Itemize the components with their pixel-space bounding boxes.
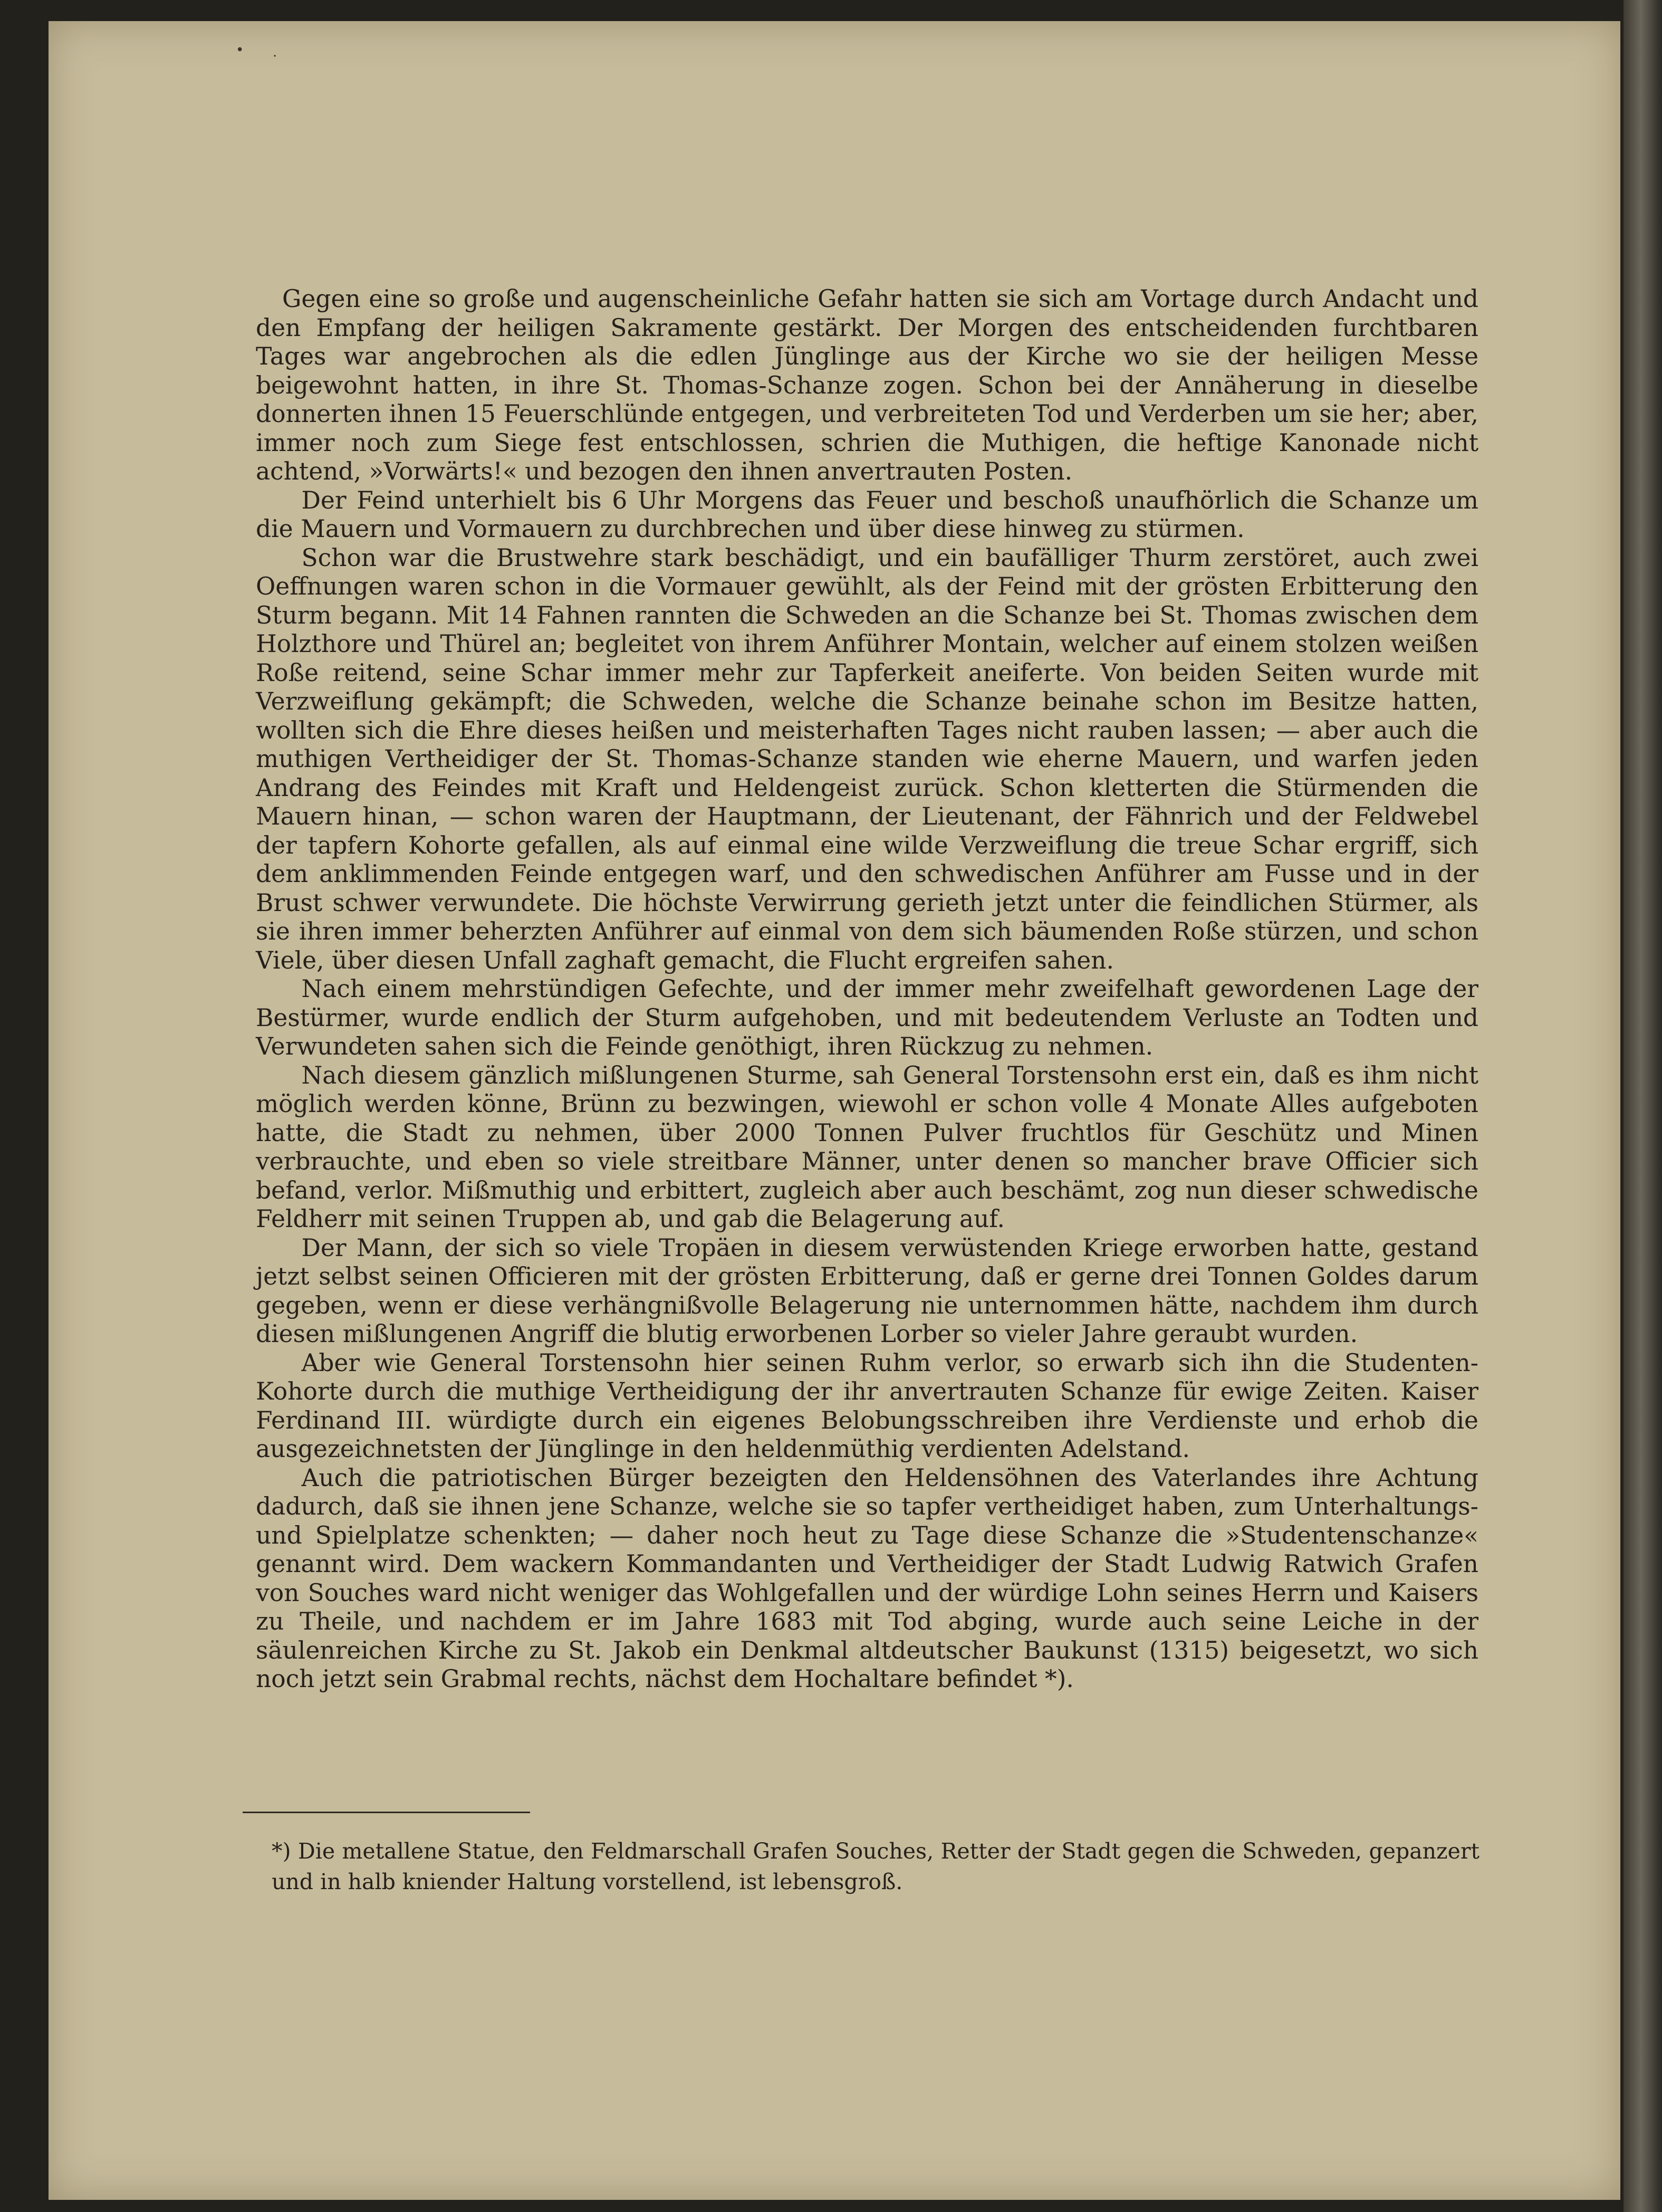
paragraph: Nach diesem gänzlich mißlungenen Sturme, sah General Torstensohn erst ein, daß es ihm nicht möglich werden könne, Brünn zu bezwingen, wiewohl er schon volle 4 Monate Alles aufgeboten hatte, die Stadt zu nehmen, über 2000 Tonnen Pulver fruchtlos für Geschütz und Minen verbrauchte, und eben so viele streitbare Männer, unter denen so mancher brave Officier sich befand, verlor. Mißmuthig und erbittert, zugleich aber auch beschämt, zog nun dieser schwedische Feldherr mit seinen Truppen ab, und gab die Belagerung auf. — [256, 1061, 1478, 1233]
main-text — [256, 285, 1478, 1794]
book-spine — [1623, 0, 1662, 2212]
corner-mark-icon: · — [273, 49, 277, 64]
paragraph: Aber wie General Torstensohn hier seinen Ruhm verlor, so erwarb sich ihn die Studenten-Kohorte durch die muthige Vertheidigung der ihr anvertrauten Schanze für ewige Zeiten. Kaiser Ferdinand III. würdigte durch ein eigenes Belobungsschreiben ihre Verdienste und erhob die ausgezeichnetsten der Jünglinge in den heldenmüthig verdienten Adelstand. — [256, 1348, 1478, 1463]
paragraph: Der Feind unterhielt bis 6 Uhr Morgens das Feuer und beschoß unaufhörlich die Schanze um die Mauern und Vormauern zu durchbrechen und über diese hinweg zu stürmen. — [256, 486, 1478, 543]
paragraph: Gegen eine so große und augenscheinliche Gefahr hatten sie sich am Vortage durch Andacht und den Empfang der heiligen Sakramente gestärkt. Der Morgen des entscheidenden furchtbaren Tages war angebrochen als die edlen Jünglinge aus der Kirche wo sie der heiligen Messe beigewohnt hatten, in ihre St. Thomas-Schanze zogen. Schon bei der Annäherung in dieselbe donnerten ihnen 15 Feuerschlünde entgegen, und verbreiteten Tod und Verderben um sie her; aber, immer noch zum Siege fest entschlossen, schrien die Muthigen, die heftige Kanonade nicht achtend, »Vorwärts!« und bezogen den ihnen anvertrauten Posten. — [256, 285, 1478, 485]
corner-mark-icon: • — [236, 42, 244, 58]
paragraph: Der Mann, der sich so viele Tropäen in diesem verwüstenden Kriege erworben hatte, gestand jetzt selbst seinen Officieren mit der grösten Erbitterung, daß er gerne drei Tonnen Goldes darum gegeben, wenn er diese verhängnißvolle Belagerung nie unternommen hätte, nachdem ihm durch diesen mißlungenen Angriff die blutig erworbenen Lorber so vieler Jahre geraubt wurden. — [256, 1233, 1478, 1348]
paragraph: Auch die patriotischen Bürger bezeigten den Heldensöhnen des Vaterlandes ihre Achtung dadurch, daß sie ihnen jene Schanze, welche sie so tapfer vertheidiget haben, zum Unterhaltungs- und Spielplatze schenkten; — daher noch heut zu Tage diese Schanze die »Studentenschanze« genannt wird. Dem wackern Kommandanten und Vertheidiger der Stadt Ludwig Ratwich Grafen von Souches ward nicht weniger das Wohlgefallen und der würdige Lohn seines Herrn und Kaisers zu Theile, und nachdem er im Jahre 1683 mit Tod abging, wurde auch seine Leiche in der säulenreichen Kirche zu St. Jakob ein Denkmal altdeutscher Baukunst (1315) beigesetzt, wo sich noch jetzt sein Grabmal rechts, nächst dem Hochaltare befindet *). — [256, 1463, 1478, 1693]
footnote-divider — [243, 1812, 530, 1813]
footnote: *) Die metallene Statue, den Feldmarschall Grafen Souches, Retter der Stadt gegen die Schweden, gepanzert und in halb kniender Haltung vorstellend, ist lebensgroß. — [272, 1838, 1480, 1894]
paragraph: Schon war die Brustwehre stark beschädigt, und ein baufälliger Thurm zerstöret, auch zwei Oeffnungen waren schon in die Vormauer gewühlt, als der Feind mit der grösten Erbitterung den Sturm begann. Mit 14 Fahnen rannten die Schweden an die Schanze bei St. Thomas zwischen dem Holzthore und Thürel an; begleitet von ihrem Anführer Montain, welcher auf einem stolzen weißen Roße reitend, seine Schar immer mehr zur Tapferkeit aneiferte. Von beiden Seiten wurde mit Verzweiflung gekämpft; die Schweden, welche die Schanze beinahe schon im Besitze hatten, wollten sich die Ehre dieses heißen und meisterhaften Tages nicht rauben lassen; — aber auch die muthigen Vertheidiger der St. Thomas-Schanze standen wie eherne Mauern, und warfen jeden Andrang des Feindes mit Kraft und Heldengeist zurück. Schon kletterten die Stürmenden die Mauern hinan, — schon waren der Hauptmann, der Lieutenant, der Fähnrich und der Feldwebel der tapfern Kohorte gefallen, als auf einmal eine wilde Verzweiflung die treue Schar ergriff, sich dem anklimmenden Feinde entgegen warf, und den schwedischen Anführer am Fusse und in der Brust schwer verwundete. Die höchste Verwirrung gerieth jetzt unter die feindlichen Stürmer, als sie ihren immer beherzten Anführer auf einmal von dem sich bäumenden Roße stürzen, und schon Viele, über diesen Unfall zaghaft gemacht, die Flucht ergreifen sahen. — [256, 543, 1478, 974]
paragraph: Nach einem mehrstündigen Gefechte, und der immer mehr zweifelhaft gewordenen Lage der Bestürmer, wurde endlich der Sturm aufgehoben, und mit bedeutendem Verluste an Todten und Verwundeten sahen sich die Feinde genöthigt, ihren Rückzug zu nehmen. — [256, 975, 1478, 1060]
